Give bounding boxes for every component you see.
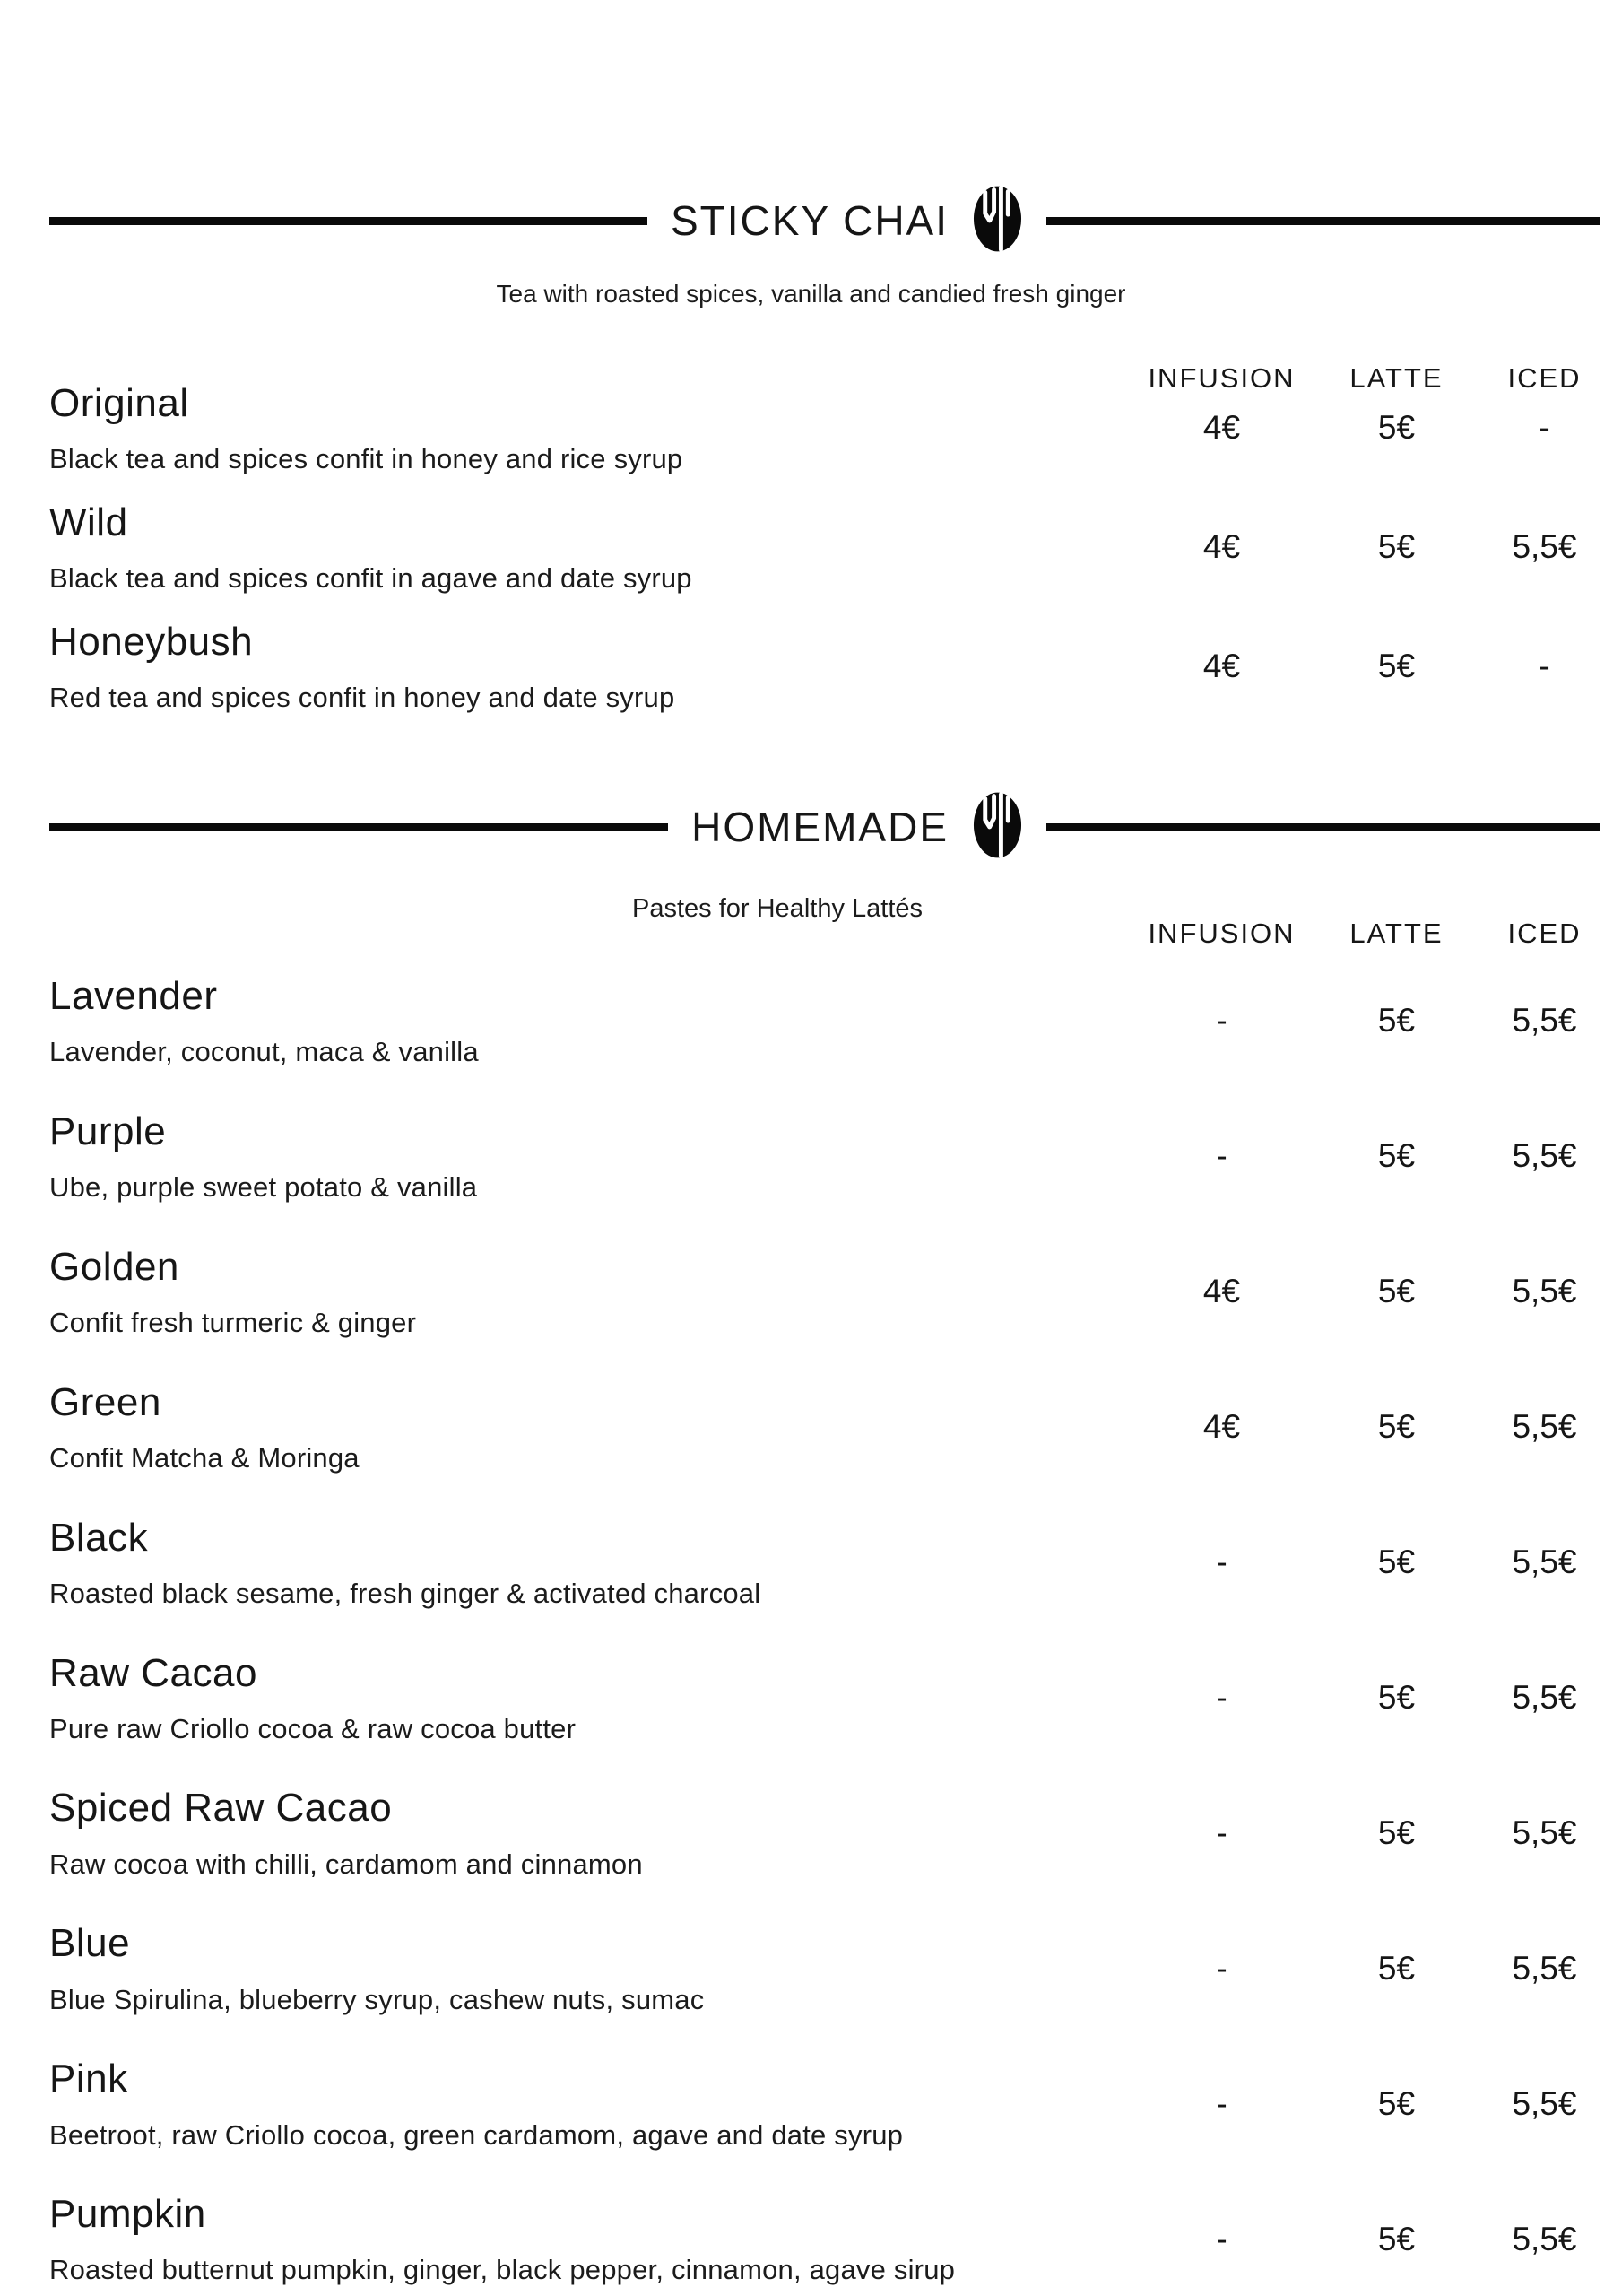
item-description: Pure raw Criollo cocoa & raw cocoa butter (49, 1712, 577, 1744)
menu-item (49, 620, 1125, 714)
menu-item (49, 974, 1125, 1068)
item-name: Honeybush (49, 619, 254, 664)
section-tagline: Pastes for Healthy Lattés (632, 894, 923, 923)
price-infusion: - (1216, 1002, 1227, 1039)
item-description: Roasted butternut pumpkin, ginger, black pepper, cinnamon, agave sirup (49, 2254, 956, 2286)
menu-item-row (49, 1921, 1622, 2015)
section-sticky-chai (0, 190, 1622, 739)
menu-item (49, 1786, 1125, 1880)
item-description: Lavender, coconut, maca & vanilla (49, 1036, 479, 1068)
price-infusion: 4€ (1202, 1273, 1241, 1310)
price-iced: 5,5€ (1512, 528, 1577, 566)
price-infusion: - (1216, 1678, 1227, 1716)
menu-item (49, 1109, 1125, 1204)
item-name: Purple (49, 1109, 167, 1153)
menu-item-row (49, 1245, 1622, 1339)
menu-item (49, 1380, 1125, 1474)
column-header-latte: LATTE (1349, 918, 1444, 949)
price-latte: 5€ (1377, 528, 1416, 566)
item-description: Confit fresh turmeric & ginger (49, 1307, 417, 1339)
item-name: Spiced Raw Cacao (49, 1786, 393, 1831)
price-infusion: 4€ (1202, 409, 1241, 447)
price-infusion: - (1216, 2084, 1227, 2122)
divider-line-left (49, 823, 668, 831)
menu-item (49, 2057, 1125, 2151)
section-tagline: Tea with roasted spices, vanilla and candied fresh ginger (496, 280, 1126, 308)
price-latte: 5€ (1377, 2084, 1416, 2122)
item-name: Original (49, 381, 189, 425)
price-iced: 5,5€ (1512, 1137, 1577, 1175)
price-iced: 5,5€ (1512, 1408, 1577, 1446)
price-latte: 5€ (1377, 1949, 1416, 1987)
section-homemade (0, 796, 1622, 2296)
price-latte: 5€ (1377, 1002, 1416, 1039)
item-name: Green (49, 1379, 161, 1424)
price-infusion: - (1216, 1813, 1227, 1851)
column-header-infusion: INFUSION (1148, 918, 1296, 949)
menu-item (49, 1245, 1125, 1339)
section-header (0, 796, 1622, 857)
item-description: Black tea and spices confit in agave and date syrup (49, 562, 692, 595)
menu-item-row (49, 974, 1622, 1068)
price-iced: 5,5€ (1512, 2220, 1577, 2257)
price-infusion: - (1216, 1137, 1227, 1175)
section-title: STICKY CHAI (671, 197, 949, 244)
menu-table (0, 894, 1622, 2286)
column-header-iced: ICED (1507, 362, 1582, 394)
item-name: Pumpkin (49, 2192, 206, 2237)
menu-item (49, 1651, 1125, 1745)
item-description: Confit Matcha & Moringa (49, 1441, 360, 1474)
price-latte: 5€ (1377, 1273, 1416, 1310)
price-iced: 5,5€ (1512, 1949, 1577, 1987)
price-latte: 5€ (1377, 2220, 1416, 2257)
menu-item (49, 1921, 1125, 2015)
menu-item (49, 2192, 1125, 2286)
menu-item (49, 500, 1125, 595)
item-description: Raw cocoa with chilli, cardamom and cinnamon (49, 1848, 643, 1880)
price-infusion: - (1216, 2220, 1227, 2257)
menu-table (0, 362, 1622, 714)
price-latte: 5€ (1377, 1137, 1416, 1175)
price-iced: 5,5€ (1512, 1544, 1577, 1581)
price-iced: 5,5€ (1512, 1273, 1577, 1310)
section-title: HOMEMADE (691, 804, 949, 850)
price-iced: 5,5€ (1512, 2084, 1577, 2122)
item-name: Raw Cacao (49, 1650, 257, 1695)
price-latte: 5€ (1377, 1408, 1416, 1446)
item-description: Ube, purple sweet potato & vanilla (49, 1171, 478, 1204)
menu-item (49, 1516, 1125, 1610)
item-name: Lavender (49, 974, 218, 1018)
price-infusion: - (1216, 1544, 1227, 1581)
menu-item (49, 381, 1125, 475)
price-latte: 5€ (1377, 1678, 1416, 1716)
menu-item-row (49, 500, 1622, 595)
item-name: Golden (49, 1244, 179, 1289)
menu-item-row (49, 1786, 1622, 1880)
menu-item-row (49, 1651, 1622, 1745)
price-infusion: - (1216, 1949, 1227, 1987)
item-description: Roasted black sesame, fresh ginger & activated charcoal (49, 1577, 761, 1609)
column-header-infusion: INFUSION (1148, 362, 1296, 394)
price-iced: 5,5€ (1512, 1002, 1577, 1039)
menu-item-row (49, 381, 1622, 475)
price-latte: 5€ (1377, 1813, 1416, 1851)
menu-item-row (49, 1516, 1622, 1610)
price-infusion: 4€ (1202, 528, 1241, 566)
price-latte: 5€ (1377, 409, 1416, 447)
item-name: Blue (49, 1921, 131, 1966)
item-name: Pink (49, 2057, 128, 2101)
divider-line-right (1046, 823, 1600, 831)
price-latte: 5€ (1377, 1544, 1416, 1581)
column-header-latte: LATTE (1349, 362, 1444, 394)
price-infusion: 4€ (1202, 648, 1241, 685)
item-description: Beetroot, raw Criollo cocoa, green cardamom, agave and date syrup (49, 2118, 904, 2151)
menu-item-row (49, 2057, 1622, 2151)
price-iced: 5,5€ (1512, 1678, 1577, 1716)
menu-rows (49, 381, 1622, 714)
menu-item-row (49, 620, 1622, 714)
item-name: Black (49, 1515, 149, 1560)
item-description: Red tea and spices confit in honey and date syrup (49, 682, 675, 714)
item-description: Blue Spirulina, blueberry syrup, cashew nuts, sumac (49, 1983, 705, 2015)
price-iced: - (1539, 409, 1550, 447)
menu-item-row (49, 1380, 1622, 1474)
price-infusion: 4€ (1202, 1408, 1241, 1446)
item-description: Black tea and spices confit in honey and rice syrup (49, 443, 683, 475)
divider-line-right (1046, 217, 1600, 225)
section-header (0, 190, 1622, 251)
hand-pod-logo-icon (972, 791, 1023, 864)
column-header-iced: ICED (1507, 918, 1582, 949)
column-spacer (49, 918, 1125, 950)
price-iced: 5,5€ (1512, 1813, 1577, 1851)
hand-pod-logo-icon (972, 185, 1023, 257)
menu-item-row (49, 2192, 1622, 2286)
item-name: Wild (49, 500, 128, 544)
price-latte: 5€ (1377, 648, 1416, 685)
price-iced: - (1539, 648, 1550, 685)
menu-item-row (49, 1109, 1622, 1204)
divider-line-left (49, 217, 647, 225)
menu-rows (49, 974, 1622, 2286)
